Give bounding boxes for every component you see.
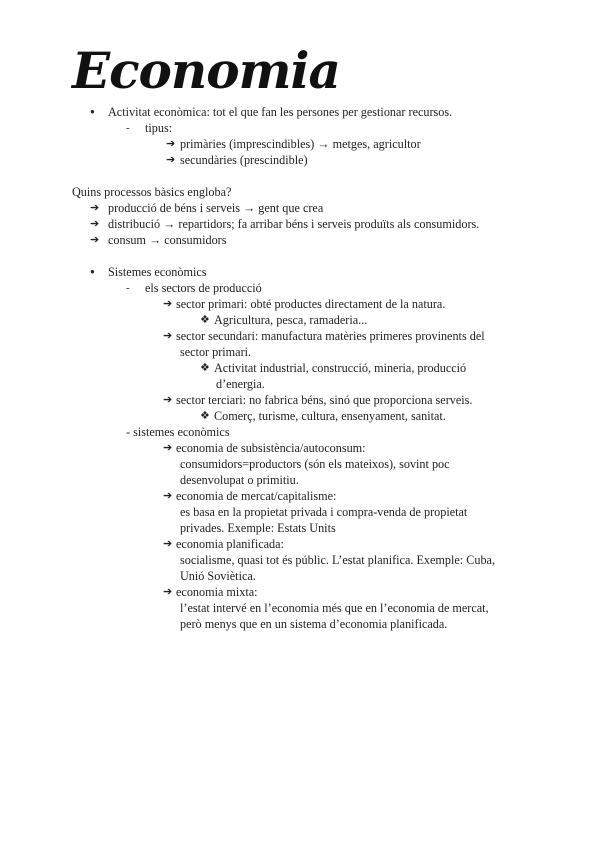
arrow-icon: ➔ — [90, 234, 100, 246]
text-line: Activitat econòmica: tot el que fan les persones per gestionar recursos. — [108, 105, 453, 119]
text-line: economia planificada: — [176, 537, 284, 551]
text-line: socialisme, quasi tot és públic. L’estat planifica. Exemple: Cuba, — [180, 553, 495, 567]
text-line: sector primari. — [180, 345, 252, 359]
text-line: Quins processos bàsics engloba? — [72, 185, 232, 199]
text-line: Sistemes econòmics — [108, 265, 207, 279]
text-line: desenvolupat o primitiu. — [180, 473, 299, 487]
arrow-icon: ➔ — [163, 394, 173, 406]
text-line: els sectors de producció — [145, 281, 262, 295]
arrow-icon: ➔ — [163, 490, 173, 502]
diamond-icon: ❖ — [200, 410, 210, 422]
text-line: primàries (imprescindibles) → metges, agricultor — [180, 137, 421, 151]
text-line: Agricultura, pesca, ramaderia... — [214, 313, 368, 327]
diamond-icon: ❖ — [200, 362, 210, 374]
text-line: consumidors=productors (són els mateixos), sovint poc — [180, 457, 450, 471]
text-line: sector secundari: manufactura matèries primeres provinents del — [176, 329, 485, 343]
text-line: secundàries (prescindible) — [180, 153, 308, 167]
text-line: economia de mercat/capitalisme: — [176, 489, 337, 503]
arrow-icon: ➔ — [163, 442, 173, 454]
text-line: l’estat intervé en l’economia més que en l’economia de mercat, — [180, 601, 489, 615]
arrow-icon: ➔ — [163, 586, 173, 598]
text-line: - sistemes econòmics — [126, 425, 230, 439]
text-line: producció de béns i serveis → gent que crea — [108, 201, 324, 215]
text-line: Activitat industrial, construcció, mineria, producció — [214, 361, 467, 375]
text-line: economia de subsistència/autoconsum: — [176, 441, 366, 455]
text-line: sector primari: obté productes directament de la natura. — [176, 297, 446, 311]
text-line: d’energia. — [216, 377, 265, 391]
text-line: privades. Exemple: Estats Units — [180, 521, 336, 535]
text-line: es basa en la propietat privada i compra-venda de propietat — [180, 505, 468, 519]
text-line: economia mixta: — [176, 585, 258, 599]
text-line: distribució → repartidors; fa arribar béns i serveis produïts als consumidors. — [108, 217, 480, 231]
diamond-icon: ❖ — [200, 314, 210, 326]
arrow-icon: ➔ — [166, 154, 176, 166]
page-title: Economia — [72, 41, 340, 100]
arrow-icon: ➔ — [166, 138, 176, 150]
text-line: sector terciari: no fabrica béns, sinó que proporciona serveis. — [176, 393, 473, 407]
bullet-icon: ● — [90, 267, 95, 276]
text-line: tipus: — [145, 121, 173, 135]
arrow-icon: ➔ — [90, 202, 100, 214]
arrow-icon: ➔ — [163, 298, 173, 310]
dash-marker: - — [126, 122, 130, 134]
text-line: Comerç, turisme, cultura, ensenyament, sanitat. — [214, 409, 446, 423]
arrow-icon: ➔ — [163, 330, 173, 342]
text-line: però menys que en un sistema d’economia planificada. — [180, 617, 448, 631]
arrow-icon: ➔ — [90, 218, 100, 230]
arrow-icon: ➔ — [163, 538, 173, 550]
bullet-icon: ● — [90, 107, 95, 116]
text-line: Unió Soviètica. — [180, 569, 256, 583]
text-line: consum → consumidors — [108, 233, 227, 247]
dash-marker: - — [126, 282, 130, 294]
